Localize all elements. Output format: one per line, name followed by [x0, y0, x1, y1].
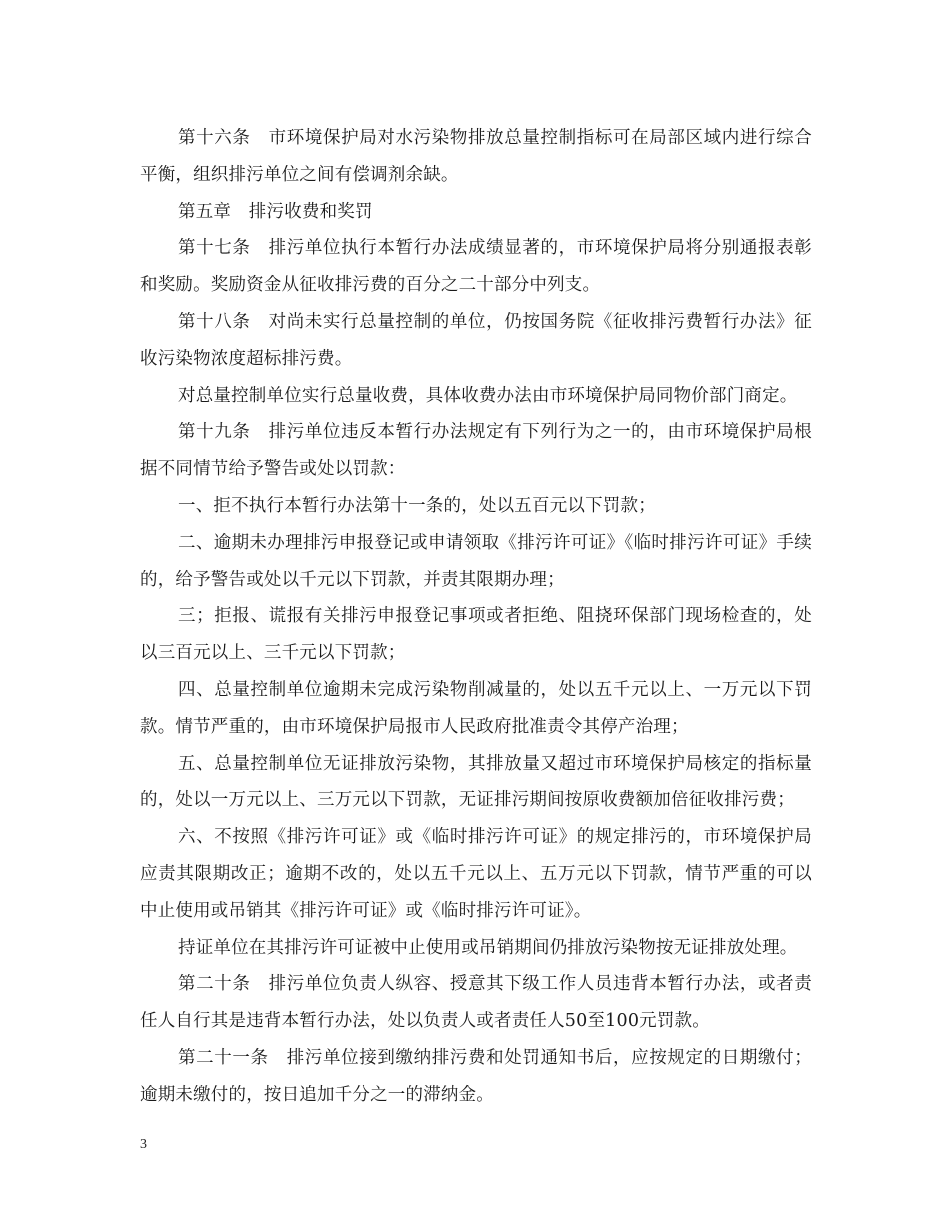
document-body [140, 120, 812, 1114]
list-item-1: 一、拒不执行本暂行办法第十一条的，处以五百元以下罚款； [178, 495, 656, 516]
paragraph-article-19: 第十九条 排污单位违反本暂行办法规定有下列行为之一的，由市环境保护局根据不同情节给予警告或处以罚款： [140, 422, 812, 480]
paragraph-article-20: 第二十条 排污单位负责人纵容、授意其下级工作人员违背本暂行办法，或者责任人自行其是违背本暂行办法，处以负责人或者责任人50至100元罚款。 [140, 974, 812, 1032]
list-item-5: 五、总量控制单位无证排放污染物，其排放量又超过市环境保护局核定的指标量的，处以一万元以上、三万元以下罚款，无证排污期间按原收费额加倍征收排污费； [140, 753, 812, 811]
list-item-3: 三；拒报、谎报有关排污申报登记事项或者拒绝、阻挠环保部门现场检查的，处以三百元以上、三千元以下罚款； [140, 606, 812, 664]
paragraph-article-16: 第十六条 市环境保护局对水污染物排放总量控制指标可在局部区域内进行综合平衡，组织排污单位之间有偿调剂余缺。 [140, 128, 812, 185]
paragraph-article-21: 第二十一条 排污单位接到缴纳排污费和处罚通知书后，应按规定的日期缴付；逾期未缴付的，按日追加千分之一的滞纳金。 [140, 1047, 812, 1105]
page-number: 3 [140, 1137, 147, 1152]
paragraph-article-17: 第十七条 排污单位执行本暂行办法成绩显著的，市环境保护局将分别通报表彰和奖励。奖励资金从征收排污费的百分之二十部分中列支。 [140, 238, 812, 296]
paragraph-total-fee: 对总量控制单位实行总量收费，具体收费办法由市环境保护局同物价部门商定。 [178, 385, 798, 406]
chapter-heading-5: 第五章 排污收费和奖罚 [178, 201, 373, 222]
paragraph-article-18: 第十八条 对尚未实行总量控制的单位，仍按国务院《征收排污费暂行办法》征收污染物浓度超标排污费。 [140, 311, 812, 369]
list-item-4: 四、总量控制单位逾期未完成污染物削减量的，处以五千元以上、一万元以下罚款。情节严重的，由市环境保护局报市人民政府批准责令其停产治理； [140, 679, 812, 737]
list-item-6: 六、不按照《排污许可证》或《临时排污许可证》的规定排污的，市环境保护局应责其限期改正；逾期不改的，处以五千元以上、五万元以下罚款，情节严重的可以中止使用或吊销其《排污许可证》或《临时排污许可证》。 [140, 827, 812, 921]
list-item-2: 二、逾期未办理排污申报登记或申请领取《排污许可证》《临时排污许可证》手续的，给予警告或处以千元以下罚款，并责其限期办理； [140, 532, 812, 590]
paragraph-permit-holder: 持证单位在其排污许可证被中止使用或吊销期间仍排放污染物按无证排放处理。 [178, 937, 798, 958]
